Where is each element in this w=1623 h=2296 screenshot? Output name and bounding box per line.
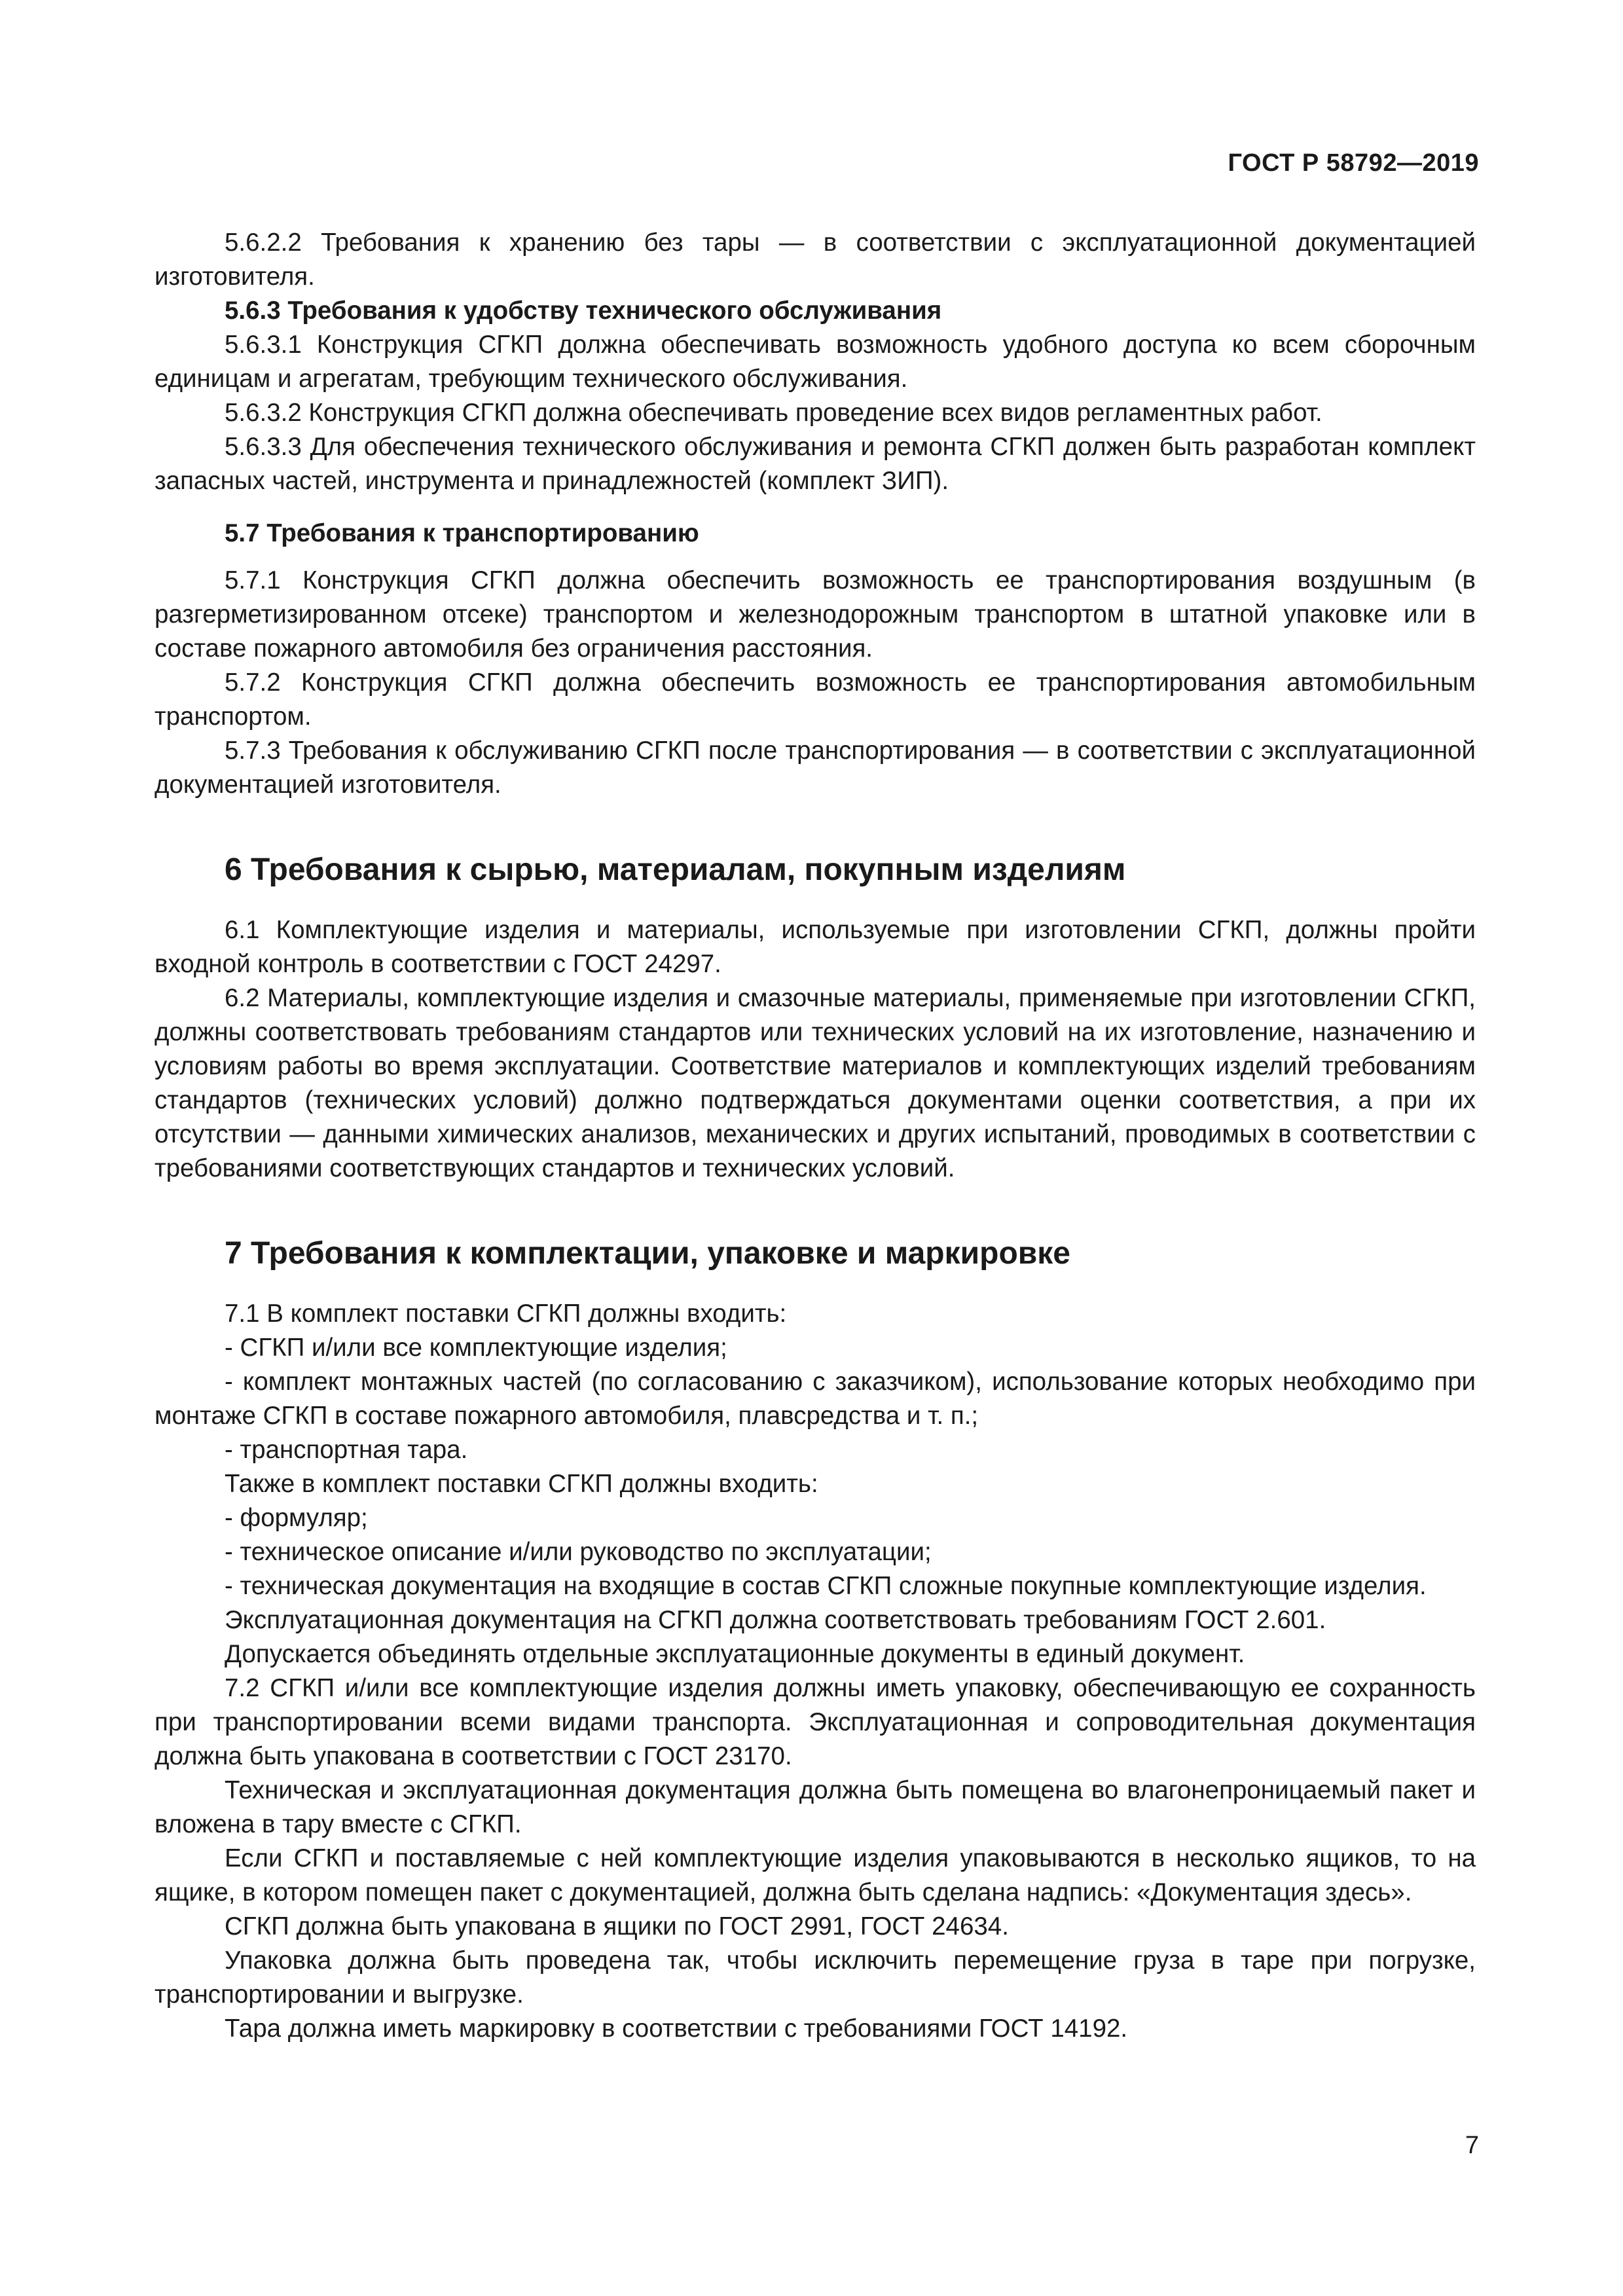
paragraph-5-6-3-2: 5.6.3.2 Конструкция СГКП должна обеспечивать проведение всех видов регламентных работ. — [225, 399, 1322, 427]
section-heading-6: 6 Требования к сырью, материалам, покупным изделиям — [225, 852, 1126, 887]
paragraph-6-1: 6.1 Комплектующие изделия и материалы, используемые при изготовлении СГКП, должны пройти входной контроль в соответствии с ГОСТ 24297. — [155, 916, 1476, 978]
paragraph-marking: Тара должна иметь маркировку в соответствии с требованиями ГОСТ 14192. — [225, 2014, 1128, 2043]
paragraph-multiple-boxes: Если СГКП и поставляемые с ней комплектующие изделия упаковываются в несколько ящиков, то на ящике, в котором помещен пакет с документацией, должна быть сделана надпись: «Документация здесь». — [155, 1844, 1476, 1906]
list-item: - формуляр; — [225, 1504, 368, 1532]
document-code: ГОСТ Р 58792—2019 — [1228, 149, 1479, 177]
paragraph-5-7-1: 5.7.1 Конструкция СГКП должна обеспечить возможность ее транспортирования воздушным (в разгерметизированном отсеке) транспортом и железнодорожным транспортом в штатной упаковке или в составе пожарного автомобиля без ограничения расстояния. — [155, 566, 1476, 663]
paragraph-5-6-2-2: 5.6.2.2 Требования к хранению без тары — в соответствии с эксплуатационной документацией изготовителя. — [155, 228, 1476, 291]
list-item: - транспортная тара. — [225, 1436, 468, 1464]
page-number: 7 — [1465, 2132, 1479, 2159]
list-item: - техническое описание и/или руководство по эксплуатации; — [225, 1538, 932, 1566]
paragraph-5-7-2: 5.7.2 Конструкция СГКП должна обеспечить возможность ее транспортирования автомобильным транспортом. — [155, 668, 1476, 731]
document-body — [155, 226, 1476, 2046]
paragraph-6-2: 6.2 Материалы, комплектующие изделия и смазочные материалы, применяемые при изготовлении СГКП, должны соответствовать требованиям стандартов или технических условий на их изготовление, назначению и условиям работы во время эксплуатации. Соответствие материалов и комплектующих изделий требованиям стандартов (технических условий) должно подтверждаться документами оценки соответствия, а при их отсутствии — данными химических анализов, механических и других испытаний, проводимых в соответствии с требованиями соответствующих стандартов и технических условий. — [155, 984, 1476, 1182]
section-heading-7: 7 Требования к комплектации, упаковке и маркировке — [225, 1236, 1070, 1271]
paragraph-operational-docs: Эксплуатационная документация на СГКП должна соответствовать требованиям ГОСТ 2.601. — [225, 1606, 1326, 1634]
list-item: - комплект монтажных частей (по согласованию с заказчиком), использование которых необходимо при монтаже СГКП в составе пожарного автомобиля, плавсредства и т. п.; — [155, 1368, 1476, 1430]
paragraph-also-included: Также в комплект поставки СГКП должны входить: — [225, 1470, 818, 1498]
paragraph-combine-docs: Допускается объединять отдельные эксплуатационные документы в единый документ. — [225, 1640, 1245, 1668]
paragraph-7-2: 7.2 СГКП и/или все комплектующие изделия должны иметь упаковку, обеспечивающую ее сохранность при транспортировании всеми видами транспорта. Эксплуатационная и сопроводительная документация должна быть упакована в соответствии с ГОСТ 23170. — [155, 1674, 1476, 1770]
subsection-heading-5-6-3: 5.6.3 Требования к удобству технического обслуживания — [225, 297, 942, 325]
paragraph-tech-docs: Техническая и эксплуатационная документация должна быть помещена во влагонепроницаемый пакет и вложена в тару вместе с СГКП. — [155, 1776, 1476, 1838]
paragraph-packed-boxes: СГКП должна быть упакована в ящики по ГОСТ 2991, ГОСТ 24634. — [225, 1912, 1009, 1941]
paragraph-5-6-3-3: 5.6.3.3 Для обеспечения технического обслуживания и ремонта СГКП должен быть разработан комплект запасных частей, инструмента и принадлежностей (комплект ЗИП). — [155, 433, 1476, 495]
subsection-heading-5-7: 5.7 Требования к транспортированию — [225, 519, 699, 547]
list-item: - техническая документация на входящие в состав СГКП сложные покупные комплектующие изделия. — [225, 1572, 1427, 1600]
paragraph-5-7-3: 5.7.3 Требования к обслуживанию СГКП после транспортирования — в соответствии с эксплуатационной документацией изготовителя. — [155, 737, 1476, 799]
paragraph-packing: Упаковка должна быть проведена так, чтобы исключить перемещение груза в таре при погрузке, транспортировании и выгрузке. — [155, 1946, 1476, 2009]
list-item: - СГКП и/или все комплектующие изделия; — [225, 1334, 727, 1362]
paragraph-5-6-3-1: 5.6.3.1 Конструкция СГКП должна обеспечивать возможность удобного доступа ко всем сборочным единицам и агрегатам, требующим технического обслуживания. — [155, 331, 1476, 393]
paragraph-7-1: 7.1 В комплект поставки СГКП должны входить: — [225, 1300, 787, 1328]
